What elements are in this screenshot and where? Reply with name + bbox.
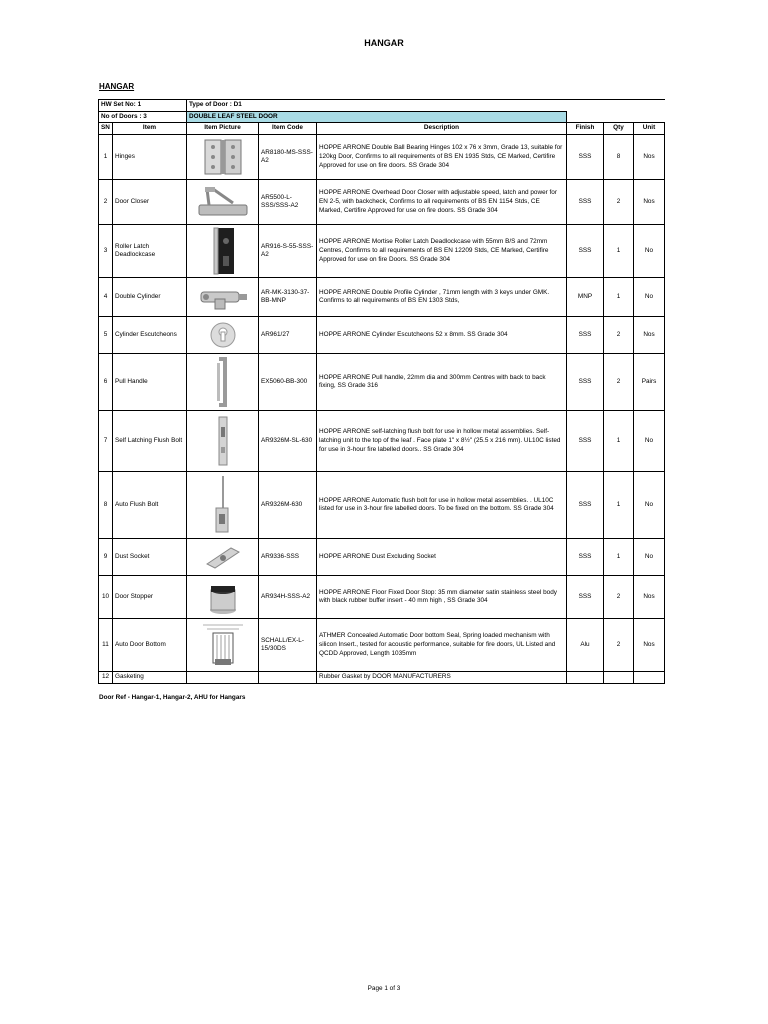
row-qty: 1: [604, 472, 634, 539]
row-description: HOPPE ARRONE Automatic flush bolt for use in hollow metal assemblies. . UL10C listed for use in 3-hour fire labelled doors. To be fixed on the bottom. SS Grade 304: [317, 472, 567, 539]
row-sn: 9: [99, 539, 113, 576]
row-code: AR961/27: [259, 317, 317, 354]
header-picture: Item Picture: [187, 123, 259, 135]
door-stopper-icon: [189, 578, 256, 616]
row-description: HOPPE ARRONE Pull handle, 22mm dia and 300mm Centres with back to back fixing, SS Grade 316: [317, 354, 567, 411]
door-closer-icon: [189, 185, 256, 219]
page-title: HANGAR: [364, 38, 404, 48]
row-unit: Nos: [634, 576, 665, 619]
row-item: Auto Door Bottom: [113, 619, 187, 672]
row-unit: Nos: [634, 619, 665, 672]
row-qty: 1: [604, 411, 634, 472]
table-row: [99, 472, 665, 539]
row-sn: 7: [99, 411, 113, 472]
row-unit: Nos: [634, 180, 665, 225]
row-code: AR9326M-SL-630: [259, 411, 317, 472]
row-sn: 3: [99, 225, 113, 278]
row-qty: 2: [604, 317, 634, 354]
row-sn: 8: [99, 472, 113, 539]
hw-set-label: HW Set No: 1: [99, 100, 187, 112]
door-reference-note: Door Ref - Hangar-1, Hangar-2, AHU for Hangars: [99, 694, 246, 701]
meta-row-1: [99, 100, 665, 112]
row-sn: 12: [99, 672, 113, 684]
row-sn: 4: [99, 278, 113, 317]
table-row: [99, 411, 665, 472]
row-qty: 1: [604, 539, 634, 576]
row-description: HOPPE ARRONE Double Ball Bearing Hinges 102 x 76 x 3mm, Grade 13, suitable for 120kg Door, Confirms to all requirements of BS EN 1935 Stds, CE Marked, Certifire Approved for use on fire doors. SS Grade 304: [317, 135, 567, 180]
auto-flush-bolt-icon: [189, 474, 256, 536]
row-code: AR8180-MS-SSS-A2: [259, 135, 317, 180]
section-title: HANGAR: [99, 82, 135, 91]
row-code: SCHALL/EX-L-15/30DS: [259, 619, 317, 672]
row-code: [259, 672, 317, 684]
row-unit: No: [634, 472, 665, 539]
table-row: [99, 354, 665, 411]
row-unit: Nos: [634, 317, 665, 354]
row-finish: SSS: [567, 225, 604, 278]
row-unit: No: [634, 278, 665, 317]
row-item: Door Stopper: [113, 576, 187, 619]
table-row: [99, 278, 665, 317]
row-description: HOPPE ARRONE self-latching flush bolt for use in hollow metal assemblies. Self-latching unit to the top of the leaf . Face plate 1" x 8½" (25.5 x 216 mm). UL10C listed for use in 3-hour fire labelled doors.. SS Grade 304: [317, 411, 567, 472]
hinge-icon: [189, 138, 256, 176]
dust-socket-icon: [189, 544, 256, 570]
row-finish: SSS: [567, 539, 604, 576]
row-sn: 11: [99, 619, 113, 672]
row-item: Dust Socket: [113, 539, 187, 576]
row-finish: SSS: [567, 135, 604, 180]
header-item: Item: [113, 123, 187, 135]
row-unit: No: [634, 225, 665, 278]
row-sn: 5: [99, 317, 113, 354]
mortise-lock-icon: [189, 226, 256, 276]
row-unit: Nos: [634, 135, 665, 180]
table-row: [99, 135, 665, 180]
header-row: [99, 123, 665, 135]
row-description: ATHMER Concealed Automatic Door bottom Seal, Spring loaded mechanism with silicon Insert., tested for acoustic performance, suitable for fire doors, UL Listed and QCDD Approved, Length 1035mm: [317, 619, 567, 672]
row-unit: No: [634, 411, 665, 472]
row-finish: SSS: [567, 411, 604, 472]
table-row: [99, 317, 665, 354]
row-sn: 1: [99, 135, 113, 180]
row-unit: [634, 672, 665, 684]
row-qty: 2: [604, 576, 634, 619]
row-finish: [567, 672, 604, 684]
row-qty: 1: [604, 225, 634, 278]
row-code: AR9326M-630: [259, 472, 317, 539]
row-description: HOPPE ARRONE Overhead Door Closer with adjustable speed, latch and power for EN 2-5, with backcheck, Confirms to all requirements of BS EN 1154 Stds, CE Marked, Certifire Approved for use on fire doors. SS Grade 304: [317, 180, 567, 225]
row-description: HOPPE ARRONE Double Profile Cylinder , 71mm length with 3 keys under GMK. Confirms to all requirements of BS EN 1303 Stds,: [317, 278, 567, 317]
door-type-label: Type of Door : D1: [187, 100, 665, 112]
pull-handle-icon: [189, 355, 256, 409]
row-sn: 10: [99, 576, 113, 619]
row-qty: 2: [604, 354, 634, 411]
table-row: [99, 539, 665, 576]
row-item: Door Closer: [113, 180, 187, 225]
row-finish: Alu: [567, 619, 604, 672]
row-finish: SSS: [567, 576, 604, 619]
row-unit: Pairs: [634, 354, 665, 411]
row-code: AR9336-SSS: [259, 539, 317, 576]
row-code: AR-MK-3130-37-BB-MNP: [259, 278, 317, 317]
row-qty: 2: [604, 619, 634, 672]
page-footer: Page 1 of 3: [367, 985, 401, 992]
row-finish: SSS: [567, 354, 604, 411]
row-item: Auto Flush Bolt: [113, 472, 187, 539]
header-code: Item Code: [259, 123, 317, 135]
header-sn: SN: [99, 123, 113, 135]
row-item: Hinges: [113, 135, 187, 180]
row-item: Cylinder Escutcheons: [113, 317, 187, 354]
row-finish: SSS: [567, 180, 604, 225]
table-row: [99, 180, 665, 225]
table-row: [99, 576, 665, 619]
header-unit: Unit: [634, 123, 665, 135]
row-description: HOPPE ARRONE Floor Fixed Door Stop: 35 mm diameter satin stainless steel body with black rubber buffer insert - 40 mm high , SS Grade 304: [317, 576, 567, 619]
row-description: HOPPE ARRONE Cylinder Escutcheons 52 x 8mm. SS Grade 304: [317, 317, 567, 354]
row-description: Rubber Gasket by DOOR MANUFACTURERS: [317, 672, 567, 684]
row-item: Self Latching Flush Bolt: [113, 411, 187, 472]
row-qty: 1: [604, 278, 634, 317]
header-description: Description: [317, 123, 567, 135]
cylinder-icon: [189, 283, 256, 311]
row-finish: MNP: [567, 278, 604, 317]
row-code: AR5500-L-SSS/SSS-A2: [259, 180, 317, 225]
row-item: Gasketing: [113, 672, 187, 684]
flush-bolt-icon: [189, 413, 256, 469]
no-of-doors-label: No of Doors : 3: [99, 111, 187, 123]
row-description: HOPPE ARRONE Dust Excluding Socket: [317, 539, 567, 576]
row-item: Pull Handle: [113, 354, 187, 411]
meta-row-2: [99, 111, 665, 123]
row-code: AR916-S-55-SSS-A2: [259, 225, 317, 278]
row-code: AR934H-SSS-A2: [259, 576, 317, 619]
row-item: Roller Latch Deadlockcase: [113, 225, 187, 278]
row-item: Double Cylinder: [113, 278, 187, 317]
row-sn: 2: [99, 180, 113, 225]
table-row: [99, 619, 665, 672]
row-sn: 6: [99, 354, 113, 411]
row-finish: SSS: [567, 317, 604, 354]
row-finish: SSS: [567, 472, 604, 539]
row-code: EX5060-BB-300: [259, 354, 317, 411]
door-bottom-seal-icon: [189, 621, 256, 669]
row-qty: 8: [604, 135, 634, 180]
row-description: HOPPE ARRONE Mortise Roller Latch Deadlockcase with 55mm B/S and 72mm Centres, Confirms to all requirements of BS EN 12209 Stds, CE Marked, Certifire Approved for use on fire Doors. SS Grade 304: [317, 225, 567, 278]
table-row: [99, 672, 665, 684]
header-finish: Finish: [567, 123, 604, 135]
row-qty: [604, 672, 634, 684]
door-description-label: DOUBLE LEAF STEEL DOOR: [187, 111, 567, 123]
row-qty: 2: [604, 180, 634, 225]
escutcheon-icon: [189, 320, 256, 350]
table-row: [99, 225, 665, 278]
hardware-schedule-table: [98, 99, 665, 684]
header-qty: Qty: [604, 123, 634, 135]
row-unit: No: [634, 539, 665, 576]
